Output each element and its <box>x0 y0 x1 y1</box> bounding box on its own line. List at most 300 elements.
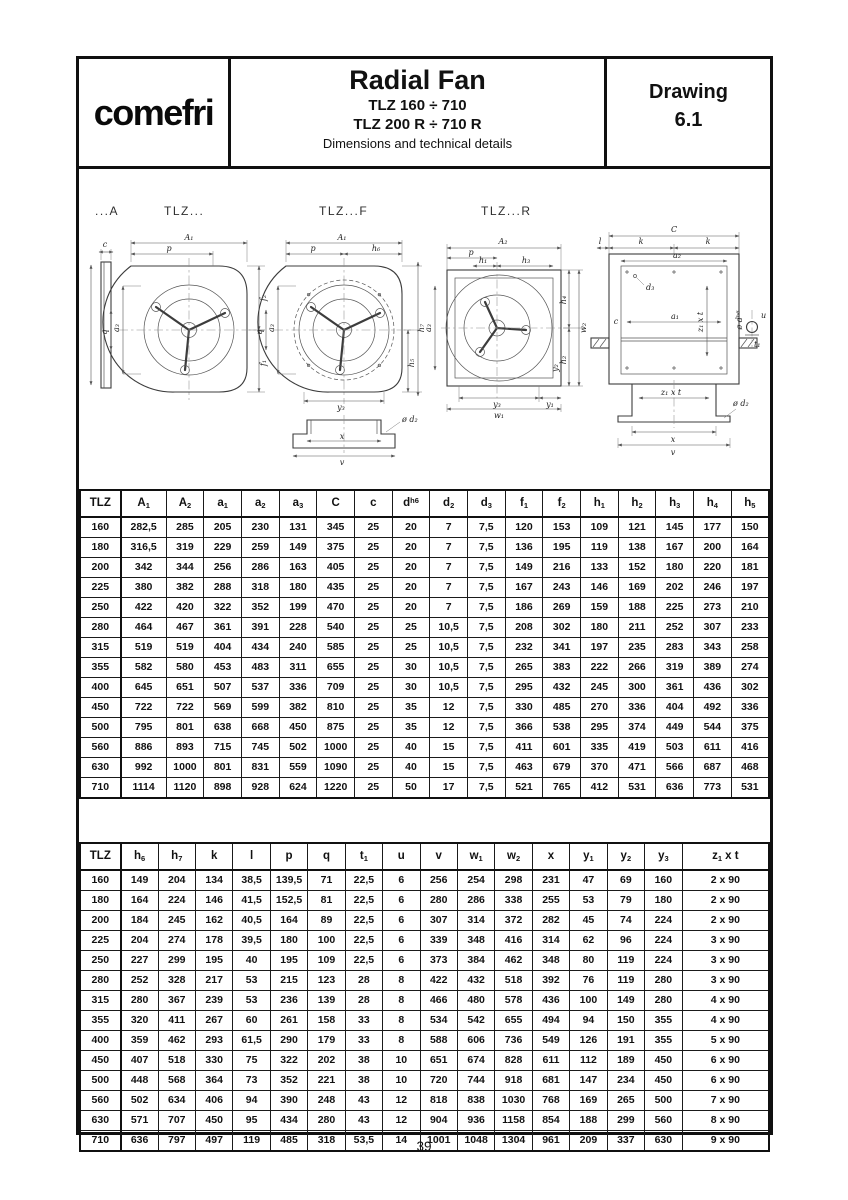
cell: 918 <box>495 1071 532 1091</box>
cell: 33 <box>345 1031 382 1051</box>
cell: 224 <box>645 951 683 971</box>
cell: 138 <box>618 538 656 558</box>
cell: 854 <box>532 1111 569 1131</box>
cell: 184 <box>121 911 158 931</box>
cell: 53 <box>570 891 607 911</box>
cell: 404 <box>656 698 694 718</box>
col-header: $h_5$ <box>731 490 769 517</box>
dim-label: A₂ <box>498 237 508 246</box>
cell: 169 <box>570 1091 607 1111</box>
cell: 6 <box>383 951 420 971</box>
table-row <box>80 1031 769 1051</box>
cell: 497 <box>195 1131 232 1152</box>
table-row <box>80 1071 769 1091</box>
cell: 7 <box>430 578 468 598</box>
cell: 6 <box>383 870 420 891</box>
cell: 450 <box>645 1071 683 1091</box>
cell: 655 <box>317 658 355 678</box>
cell: 5 x 90 <box>682 1031 769 1051</box>
cell: 109 <box>581 517 619 538</box>
cell: 25 <box>354 718 392 738</box>
cell: 195 <box>543 538 581 558</box>
cell: 382 <box>279 698 317 718</box>
cell: 266 <box>618 658 656 678</box>
cell: 208 <box>505 618 543 638</box>
cell: 180 <box>656 558 694 578</box>
subtitle: Dimensions and technical details <box>322 136 513 151</box>
cell: 220 <box>694 558 732 578</box>
col-header: q <box>308 843 345 870</box>
col-header: $f_1$ <box>505 490 543 517</box>
cell: 436 <box>694 678 732 698</box>
cell: 450 <box>645 1051 683 1071</box>
col-header: $A_1$ <box>121 490 166 517</box>
cell: 838 <box>457 1091 494 1111</box>
dim-label: C <box>670 225 678 234</box>
cell: 231 <box>532 870 569 891</box>
cell: 875 <box>317 718 355 738</box>
cell: 722 <box>121 698 166 718</box>
cell: 149 <box>121 870 158 891</box>
cell: 1220 <box>317 778 355 799</box>
col-header: $a_2$ <box>241 490 279 517</box>
cell: 687 <box>694 758 732 778</box>
dim-label: a₃ <box>112 324 121 332</box>
cell: 630 <box>645 1131 683 1152</box>
col-header: C <box>317 490 355 517</box>
cell: 370 <box>581 758 619 778</box>
row-header: 355 <box>80 658 121 678</box>
cell: 432 <box>543 678 581 698</box>
dim-label: a₃ <box>267 324 276 332</box>
cell: 1030 <box>495 1091 532 1111</box>
cell: 282,5 <box>121 517 166 538</box>
dim-label: a₁ <box>671 312 679 321</box>
drawing-number-cell <box>607 59 770 166</box>
cell: 715 <box>204 738 242 758</box>
cell: 245 <box>158 911 195 931</box>
cell: 470 <box>317 598 355 618</box>
cell: 255 <box>532 891 569 911</box>
dim-label: z₁ x t <box>696 311 705 333</box>
cell: 216 <box>543 558 581 578</box>
cell: 202 <box>656 578 694 598</box>
cell: 22,5 <box>345 870 382 891</box>
cell: 519 <box>121 638 166 658</box>
model-range-2: TLZ 200 R ÷ 710 R <box>353 116 482 133</box>
table-row <box>80 517 769 538</box>
cell: 390 <box>270 1091 307 1111</box>
cell: 886 <box>121 738 166 758</box>
cell: 2 x 90 <box>682 870 769 891</box>
cell: 2 x 90 <box>682 911 769 931</box>
cell: 25 <box>354 517 392 538</box>
cell: 518 <box>158 1051 195 1071</box>
cell: 560 <box>645 1111 683 1131</box>
cell: 384 <box>457 951 494 971</box>
dimensions-table-secondary <box>79 842 770 1152</box>
cell: 406 <box>195 1091 232 1111</box>
col-header: $h_3$ <box>656 490 694 517</box>
cell: 22,5 <box>345 911 382 931</box>
row-header: 280 <box>80 971 121 991</box>
cell: 434 <box>270 1111 307 1131</box>
cell: 163 <box>279 558 317 578</box>
table-row <box>80 758 769 778</box>
cell: 280 <box>121 991 158 1011</box>
cell: 209 <box>570 1131 607 1152</box>
cell: 585 <box>317 638 355 658</box>
cell: 145 <box>656 517 694 538</box>
cell: 191 <box>607 1031 644 1051</box>
cell: 25 <box>354 538 392 558</box>
cell: 75 <box>233 1051 270 1071</box>
cell: 307 <box>420 911 457 931</box>
cell: 389 <box>694 658 732 678</box>
cell: 337 <box>607 1131 644 1152</box>
cell: 221 <box>308 1071 345 1091</box>
dim-label: p <box>468 248 474 257</box>
table-row <box>80 1091 769 1111</box>
cell: 286 <box>241 558 279 578</box>
cell: 10,5 <box>430 618 468 638</box>
cell: 624 <box>279 778 317 799</box>
cell: 180 <box>581 618 619 638</box>
cell: 33 <box>345 1011 382 1031</box>
cell: 736 <box>495 1031 532 1051</box>
cell: 79 <box>607 891 644 911</box>
cell: 681 <box>532 1071 569 1091</box>
cell: 797 <box>158 1131 195 1152</box>
cell: 14 <box>383 1131 420 1152</box>
table-row <box>80 870 769 891</box>
cell: 38,5 <box>233 870 270 891</box>
cell: 81 <box>308 891 345 911</box>
row-header: 225 <box>80 578 121 598</box>
table-row <box>80 1011 769 1031</box>
dim-label: y₁ <box>546 400 554 409</box>
cell: 8 <box>383 991 420 1011</box>
cell: 15 <box>430 738 468 758</box>
cell: 392 <box>532 971 569 991</box>
cell: 322 <box>270 1051 307 1071</box>
dim-label: t₁ <box>754 340 761 349</box>
cell: 336 <box>618 698 656 718</box>
cell: 7 <box>430 517 468 538</box>
cell: 30 <box>392 678 430 698</box>
cell: 768 <box>532 1091 569 1111</box>
table-row <box>80 598 769 618</box>
cell: 636 <box>121 1131 158 1152</box>
cell: 20 <box>392 578 430 598</box>
drawing-number: 6.1 <box>674 109 703 131</box>
view-tlzr-fan <box>424 237 588 420</box>
cell: 391 <box>241 618 279 638</box>
col-header: $h_7$ <box>158 843 195 870</box>
cell: 10 <box>383 1071 420 1091</box>
cell: 559 <box>279 758 317 778</box>
col-header: $w_2$ <box>495 843 532 870</box>
cell: 25 <box>392 638 430 658</box>
cell: 224 <box>158 891 195 911</box>
cell: 17 <box>430 778 468 799</box>
cell: 341 <box>543 638 581 658</box>
cell: 375 <box>731 718 769 738</box>
cell: 12 <box>383 1111 420 1131</box>
cell: 566 <box>656 758 694 778</box>
cell: 405 <box>317 558 355 578</box>
comefri-logo: comefri <box>93 91 214 133</box>
row-header: 400 <box>80 1031 121 1051</box>
cell: 134 <box>195 870 232 891</box>
cell: 286 <box>457 891 494 911</box>
table-row <box>80 678 769 698</box>
cell: 936 <box>457 1111 494 1131</box>
cell: 502 <box>121 1091 158 1111</box>
cell: 62 <box>570 931 607 951</box>
cell: 228 <box>279 618 317 638</box>
table-row <box>80 578 769 598</box>
table-row <box>80 698 769 718</box>
table-row <box>80 971 769 991</box>
col-header: $d_3$ <box>467 490 505 517</box>
dim-label: k <box>705 237 711 246</box>
cell: 43 <box>345 1091 382 1111</box>
cell: 432 <box>457 971 494 991</box>
cell: 71 <box>308 870 345 891</box>
cell: 283 <box>656 638 694 658</box>
cell: 744 <box>457 1071 494 1091</box>
cell: 992 <box>121 758 166 778</box>
cell: 195 <box>195 951 232 971</box>
cell: 582 <box>121 658 166 678</box>
cell: 25 <box>354 558 392 578</box>
cell: 314 <box>457 911 494 931</box>
cell: 7 <box>430 538 468 558</box>
dim-label: h₅ <box>407 358 416 368</box>
view-tlzf-fan <box>255 233 426 467</box>
cell: 636 <box>656 778 694 799</box>
cell: 12 <box>430 698 468 718</box>
table-row <box>80 991 769 1011</box>
dim-label: c <box>613 317 619 326</box>
cell: 74 <box>607 911 644 931</box>
cell: 146 <box>581 578 619 598</box>
dim-label: c <box>102 240 108 249</box>
cell: 651 <box>166 678 204 698</box>
dimensions-table-main <box>79 489 770 799</box>
cell: 120 <box>505 517 543 538</box>
cell: 224 <box>645 911 683 931</box>
cell: 179 <box>308 1031 345 1051</box>
row-header: 180 <box>80 891 121 911</box>
cell: 348 <box>532 951 569 971</box>
cell: 411 <box>158 1011 195 1031</box>
row-header: 500 <box>80 718 121 738</box>
cell: 265 <box>505 658 543 678</box>
col-header: $y_3$ <box>645 843 683 870</box>
cell: 674 <box>457 1051 494 1071</box>
cell: 599 <box>241 698 279 718</box>
table-row <box>80 558 769 578</box>
cell: 25 <box>354 758 392 778</box>
cell: 492 <box>694 698 732 718</box>
cell: 319 <box>166 538 204 558</box>
cell: 299 <box>607 1111 644 1131</box>
cell: 450 <box>279 718 317 738</box>
col-header: $a_3$ <box>279 490 317 517</box>
cell: 20 <box>392 538 430 558</box>
cell: 69 <box>607 870 644 891</box>
cell: 95 <box>233 1111 270 1131</box>
cell: 4 x 90 <box>682 1011 769 1031</box>
cell: 480 <box>457 991 494 1011</box>
logo-cell <box>79 59 231 166</box>
cell: 382 <box>166 578 204 598</box>
cell: 6 <box>383 931 420 951</box>
cell: 282 <box>532 911 569 931</box>
cell: 273 <box>694 598 732 618</box>
dim-label: y₂ <box>551 364 560 372</box>
cell: 500 <box>645 1091 683 1111</box>
row-header: 630 <box>80 1111 121 1131</box>
cell: 645 <box>121 678 166 698</box>
cell: 164 <box>731 538 769 558</box>
cell: 464 <box>121 618 166 638</box>
cell: 25 <box>354 738 392 758</box>
cell: 80 <box>570 951 607 971</box>
table-row <box>80 618 769 638</box>
row-header: 160 <box>80 517 121 538</box>
dim-label: q <box>100 329 109 335</box>
cell: 361 <box>656 678 694 698</box>
cell: 538 <box>543 718 581 738</box>
dim-label: q <box>255 329 264 335</box>
cell: 468 <box>731 758 769 778</box>
cell: 519 <box>166 638 204 658</box>
col-header: $h_6$ <box>121 843 158 870</box>
datasheet-page-frame <box>76 56 773 1146</box>
cell: 578 <box>495 991 532 1011</box>
cell: 336 <box>731 698 769 718</box>
cell: 147 <box>570 1071 607 1091</box>
dim-label: A₁ <box>337 233 347 242</box>
cell: 28 <box>345 991 382 1011</box>
col-header: v <box>420 843 457 870</box>
cell: 416 <box>495 931 532 951</box>
cell: 20 <box>392 598 430 618</box>
cell: 40 <box>233 951 270 971</box>
dim-label: d₃ <box>646 283 655 292</box>
dim-label: p <box>310 244 316 253</box>
cell: 211 <box>618 618 656 638</box>
cell: 295 <box>505 678 543 698</box>
cell: 10,5 <box>430 658 468 678</box>
drawings-svg <box>79 169 770 489</box>
cell: 668 <box>241 718 279 738</box>
title-cell <box>231 59 607 166</box>
cell: 810 <box>317 698 355 718</box>
cell: 164 <box>121 891 158 911</box>
col-header: $d^{h6}$ <box>392 490 430 517</box>
cell: 25 <box>354 698 392 718</box>
cell: 139,5 <box>270 870 307 891</box>
cell: 7,5 <box>467 698 505 718</box>
cell: 109 <box>308 951 345 971</box>
cell: 6 x 90 <box>682 1051 769 1071</box>
cell: 485 <box>270 1131 307 1152</box>
dim-label: w₂ <box>579 322 588 334</box>
cell: 35 <box>392 718 430 738</box>
cell: 197 <box>581 638 619 658</box>
cell: 416 <box>731 738 769 758</box>
cell: 53,5 <box>345 1131 382 1152</box>
cell: 236 <box>270 991 307 1011</box>
col-header: x <box>532 843 569 870</box>
cell: 328 <box>158 971 195 991</box>
cell: 462 <box>158 1031 195 1051</box>
cell: 7 <box>430 558 468 578</box>
cell: 7,5 <box>467 758 505 778</box>
dim-label: a₃ <box>424 324 433 332</box>
dim-label: z₁ x t <box>660 388 682 397</box>
cell: 288 <box>204 578 242 598</box>
cell: 39,5 <box>233 931 270 951</box>
cell: 280 <box>645 991 683 1011</box>
dim-label: k <box>638 237 644 246</box>
col-header: $w_1$ <box>457 843 494 870</box>
cell: 40 <box>392 758 430 778</box>
col-header: l <box>233 843 270 870</box>
cell: 3 x 90 <box>682 931 769 951</box>
cell: 94 <box>570 1011 607 1031</box>
row-header: 560 <box>80 1091 121 1111</box>
cell: 6 <box>383 891 420 911</box>
cell: 233 <box>731 618 769 638</box>
cell: 15 <box>430 758 468 778</box>
cell: 25 <box>354 618 392 638</box>
cell: 355 <box>645 1011 683 1031</box>
cell: 50 <box>392 778 430 799</box>
cell: 100 <box>570 991 607 1011</box>
cell: 20 <box>392 558 430 578</box>
cell: 314 <box>532 931 569 951</box>
page-number: 39 <box>416 1139 432 1154</box>
dim-label: a₂ <box>673 251 681 260</box>
cell: 7,5 <box>467 738 505 758</box>
cell: 235 <box>618 638 656 658</box>
cell: 302 <box>543 618 581 638</box>
cell: 35 <box>392 698 430 718</box>
cell: 300 <box>618 678 656 698</box>
cell: 202 <box>308 1051 345 1071</box>
cell: 169 <box>618 578 656 598</box>
cell: 7 <box>430 598 468 618</box>
cell: 466 <box>420 991 457 1011</box>
cell: 227 <box>121 951 158 971</box>
cell: 9 x 90 <box>682 1131 769 1152</box>
cell: 6 x 90 <box>682 1071 769 1091</box>
cell: 773 <box>694 778 732 799</box>
cell: 322 <box>204 598 242 618</box>
cell: 569 <box>204 698 242 718</box>
cell: 420 <box>166 598 204 618</box>
cell: 149 <box>505 558 543 578</box>
cell: 338 <box>495 891 532 911</box>
cell: 119 <box>607 971 644 991</box>
dim-label: ø d₂ <box>733 399 749 408</box>
cell: 7,5 <box>467 658 505 678</box>
